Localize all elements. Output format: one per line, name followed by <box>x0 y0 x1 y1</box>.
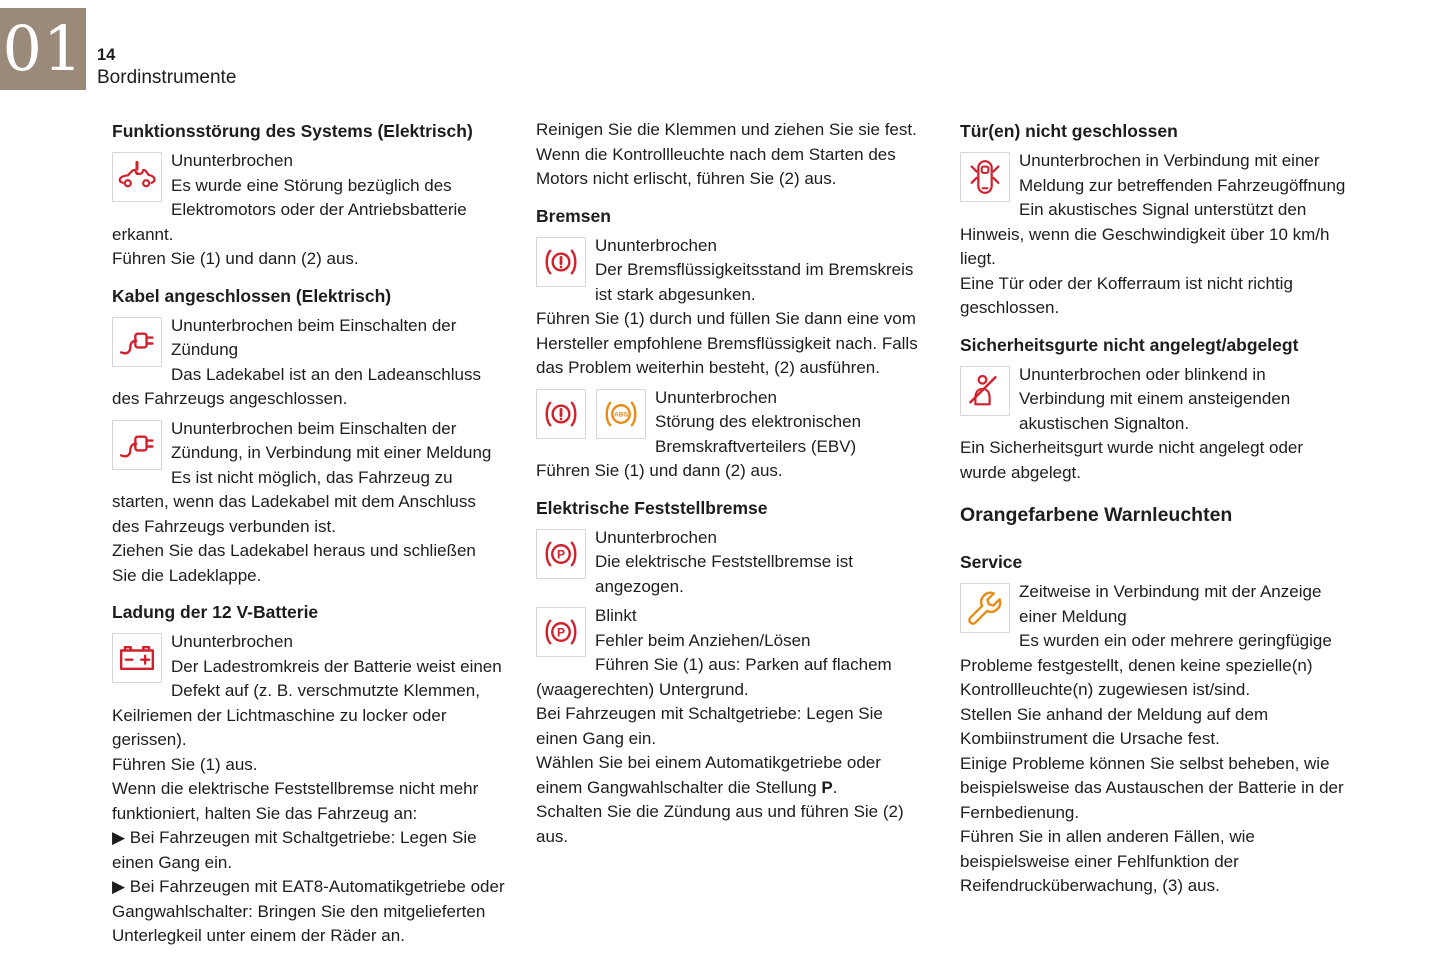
paragraph: Führen Sie in allen anderen Fällen, wie beispielsweise einer Fehlfunktion der Reifendrucküberwachung, (3) aus. <box>960 827 1255 895</box>
paragraph: Führen Sie (1) und dann (2) aus. <box>112 249 359 268</box>
svg-text:P: P <box>556 625 566 640</box>
warning-heading: Funktionsstörung des Systems (Elektrisch) <box>112 121 473 141</box>
parking-brake-icon <box>536 607 586 657</box>
charging-plug-icon <box>112 317 162 367</box>
paragraph: ▶ Bei Fahrzeugen mit Schaltgetriebe: Legen Sie einen Gang ein. <box>112 828 477 872</box>
paragraph: Der Ladestromkreis der Batterie weist einen Defekt auf (z. B. verschmutzte Klemmen, Keilriemen der Lichtmaschine zu locker oder gerissen). <box>112 656 502 749</box>
warning-entry <box>536 234 929 381</box>
paragraph: Ein Sicherheitsgurt wurde nicht angelegt oder wurde abgelegt. <box>960 438 1304 482</box>
svg-text:ABS: ABS <box>613 411 629 418</box>
warning-entry <box>112 314 505 412</box>
paragraph: Einige Probleme können Sie selbst beheben, wie beispielsweise das Austauschen der Batterie in der Fernbedienung. <box>960 753 1344 822</box>
indicator-state: Ununterbrochen beim Einschalten der Zündung, in Verbindung mit einer Meldung <box>171 418 492 462</box>
paragraph: Fehler beim Anziehen/Lösen <box>595 630 811 650</box>
column-2 <box>536 118 929 954</box>
battery-icon <box>112 633 162 683</box>
paragraph: Wenn die elektrische Feststellbremse nicht mehr funktioniert, halten Sie das Fahrzeug an: <box>112 779 479 823</box>
page-header <box>97 45 236 90</box>
service-wrench-icon <box>960 583 1010 633</box>
doors-open-icon <box>960 152 1010 202</box>
paragraph: Die elektrische Feststellbremse ist angezogen. <box>595 552 853 596</box>
seatbelt-icon <box>960 366 1010 416</box>
warning-entry <box>112 417 505 589</box>
page-number: 14 <box>97 46 116 64</box>
paragraph: Schalten Sie die Zündung aus und führen Sie (2) aus. <box>536 802 904 846</box>
paragraph: Ein akustisches Signal unterstützt den Hinweis, wenn die Geschwindigkeit über 10 km/h liegt. <box>960 200 1330 268</box>
indicator-state: Blinkt <box>595 606 637 625</box>
warning-heading: Service <box>960 552 1023 572</box>
parking-brake-icon <box>536 529 586 579</box>
indicator-state: Ununterbrochen <box>595 527 717 547</box>
paragraph: Führen Sie (1) aus: Parken auf flachem (waagerechten) Untergrund. <box>536 655 892 699</box>
paragraph: Führen Sie (1) durch und füllen Sie dann eine vom Hersteller empfohlene Bremsflüssigkeit nach. Falls das Problem weiterhin besteht, (2) ausführen. <box>536 309 918 377</box>
brake-warning-icon <box>536 389 586 439</box>
indicator-state: Ununterbrochen oder blinkend in Verbindung mit einem ansteigenden akustischen Signalton. <box>1019 364 1291 433</box>
chapter-number-box <box>0 8 86 90</box>
warning-entry <box>960 149 1353 321</box>
column-3 <box>960 118 1353 954</box>
column-1 <box>112 118 505 954</box>
warning-entry <box>536 526 929 600</box>
paragraph: Das Ladekabel ist an den Ladeanschluss des Fahrzeugs angeschlossen. <box>112 364 481 408</box>
paragraph: Wenn die Kontrollleuchte nach dem Starten des Motors nicht erlischt, führen Sie (2) aus. <box>536 144 896 188</box>
indicator-state: Ununterbrochen in Verbindung mit einer Meldung zur betreffenden Fahrzeugöffnung <box>1019 151 1346 195</box>
warning-heading: Tür(en) nicht geschlossen <box>960 121 1178 141</box>
paragraph: Führen Sie (1) aus. <box>112 754 258 774</box>
warning-lights-content <box>112 118 1353 954</box>
chapter-number: 01 <box>2 12 84 85</box>
brake-warning-icon <box>536 237 586 287</box>
abs-icon <box>596 389 646 439</box>
paragraph: ▶ Bei Fahrzeugen mit EAT8-Automatikgetriebe oder Gangwahlschalter: Bringen Sie den mitgelieferten Unterlegkeil unter einem der Räder an. <box>112 877 505 945</box>
warning-heading: Kabel angeschlossen (Elektrisch) <box>112 285 392 306</box>
text-block <box>536 118 929 192</box>
warning-entry <box>960 363 1353 486</box>
indicator-state: Ununterbrochen beim Einschalten der Zündung <box>171 315 457 359</box>
paragraph: Bei Fahrzeugen mit Schaltgetriebe: Legen Sie einen Gang ein. <box>536 704 883 748</box>
paragraph: Es wurde eine Störung bezüglich des Elektromotors oder der Antriebsbatterie erkannt. <box>112 175 467 244</box>
paragraph: Stellen Sie anhand der Meldung auf dem Kombiinstrument die Ursache fest. <box>960 704 1269 748</box>
paragraph: Reinigen Sie die Klemmen und ziehen Sie sie fest. <box>536 120 917 139</box>
paragraph: Es ist nicht möglich, das Fahrzeug zu starten, wenn das Ladekabel mit dem Anschluss des Fahrzeugs verbunden ist. <box>112 467 476 536</box>
paragraph: Störung des elektronischen Bremskraftverteilers (EBV) <box>655 412 862 456</box>
warning-heading: Elektrische Feststellbremse <box>536 497 768 518</box>
paragraph: Wählen Sie bei einem Automatikgetriebe oder einem Gangwahlschalter die Stellung P. <box>536 753 881 797</box>
warning-entry <box>112 149 505 272</box>
chapter-title: Bordinstrumente <box>97 67 237 88</box>
warning-entry <box>536 386 929 484</box>
paragraph: Es wurden ein oder mehrere geringfügige Probleme festgestellt, denen keine spezielle(n) Kontrollleuchte(n) zugewiesen ist/sind. <box>960 631 1332 699</box>
svg-text:P: P <box>556 547 566 562</box>
charging-plug-icon <box>112 420 162 470</box>
warning-heading: Sicherheitsgurte nicht angelegt/abgelegt <box>960 334 1299 355</box>
paragraph: Ziehen Sie das Ladekabel heraus und schließen Sie die Ladeklappe. <box>112 541 476 585</box>
indicator-state: Ununterbrochen <box>171 151 293 170</box>
indicator-state: Zeitweise in Verbindung mit der Anzeige einer Meldung <box>1019 582 1322 626</box>
paragraph: Der Bremsflüssigkeitsstand im Bremskreis ist stark abgesunken. <box>595 260 914 304</box>
paragraph: Führen Sie (1) und dann (2) aus. <box>536 461 783 480</box>
warning-entry <box>536 604 929 849</box>
warning-heading: Bremsen <box>536 205 611 226</box>
electric-fault-icon <box>112 152 162 202</box>
indicator-state: Ununterbrochen <box>595 235 717 255</box>
indicator-state: Ununterbrochen <box>655 387 777 407</box>
section-heading: Orangefarbene Warnleuchten <box>960 504 1233 526</box>
warning-heading: Ladung der 12 V-Batterie <box>112 602 319 622</box>
paragraph: Eine Tür oder der Kofferraum ist nicht richtig geschlossen. <box>960 273 1293 317</box>
warning-entry <box>960 580 1353 899</box>
indicator-state: Ununterbrochen <box>171 632 293 651</box>
warning-entry <box>112 630 505 949</box>
